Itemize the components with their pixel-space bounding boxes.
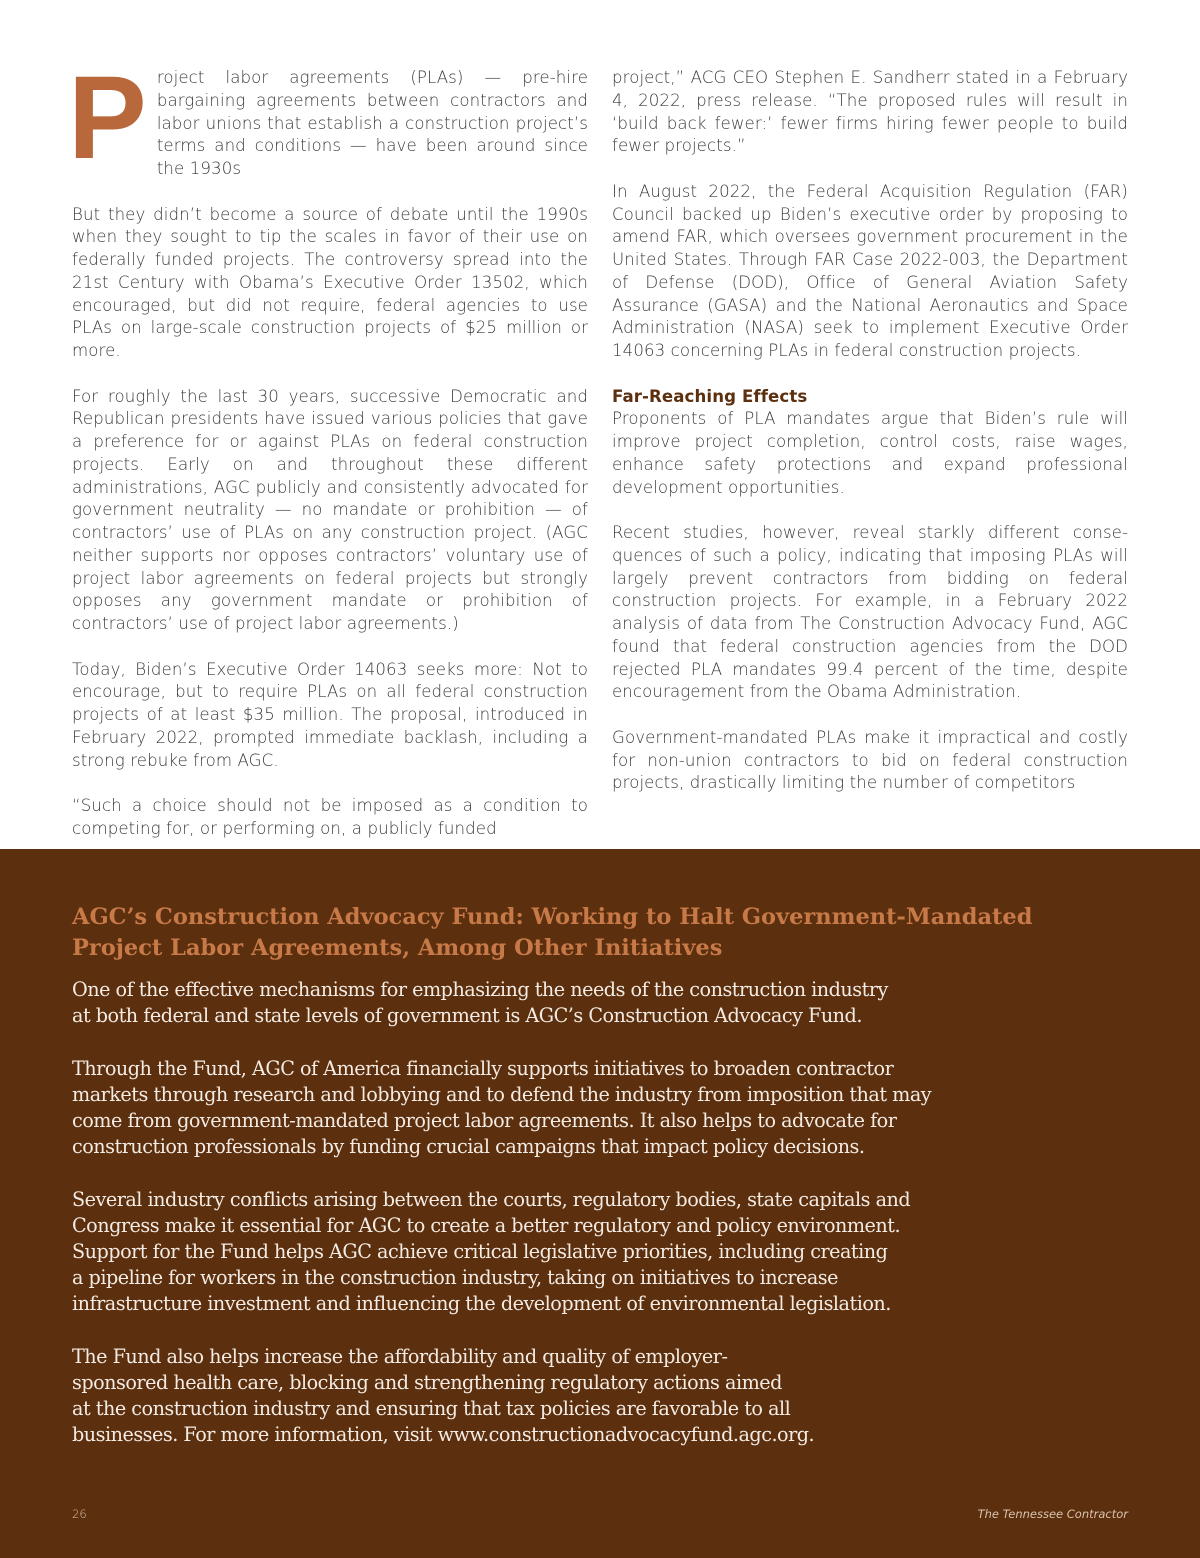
- article-paragraph: For roughly the last 30 years, successive Democratic and Republican presidents have issued various policies that gave a preference for or against PLAs on federal construction projects. Early on and throughout these different administrations, AGC publicly and consistently advocated for government neutrality — no mandate or prohibition — of contractors’ use of PLAs on any construction project. (AGC neither supports nor opposes contractors’ voluntary use of project labor agreements on federal projects but strongly opposes any government mandate or prohibition of contractors’ use of project labor agreements.): [72, 386, 588, 633]
- sidebar-title: AGC’s Construction Advocacy Fund: Working to Halt Government-Mandated Project Labor Agreements, Among Other Initiatives: [72, 904, 1033, 961]
- article-paragraph: Government-mandated PLAs make it impractical and costly for non-union contractors to bid on federal construction projects, drastically limiting the number of competitors: [612, 727, 1128, 793]
- article-paragraph: “Such a choice should not be imposed as a condition to competing for, or performing on, a publicly funded: [72, 796, 588, 838]
- article-left-column: [68, 52, 588, 841]
- drop-cap: P: [68, 52, 147, 184]
- article-paragraph: Recent studies, however, reveal starkly different consequences of such a policy, indicating that imposing PLAs will largely prevent contractors from bidding on federal construction projects. For example, in a February 2022 analysis of data from The Construction Advocacy Fund, AGC found that federal construction agencies from the DOD rejected PLA mandates 99.4 percent of the time, despite encouragement from the Obama Administration.: [612, 523, 1128, 702]
- publication-name: The Tennessee Contractor: [977, 1507, 1128, 1521]
- sidebar-paragraph: The Fund also helps increase the affordability and quality of employer- sponsored health care, blocking and strengthening regulatory actions aimed at the construction industry and ensuring that tax policies are favorable to all businesses. For more information, visit www.constructionadvocacyfund.agc.org.: [72, 1344, 1072, 1449]
- section-subheading: Far-Reaching Effects: [612, 386, 808, 406]
- article-paragraph: Proponents of PLA mandates argue that Biden’s rule will improve project completion, control costs, raise wages, enhance safety protections and expand professional development opportunities.: [612, 409, 1128, 497]
- article-paragraph: Today, Biden’s Executive Order 14063 seeks more: Not to encourage, but to require PLAs on all federal construction projects of at least $35 million. The proposal, introduced in February 2022, prompted immediate backlash, including a strong rebuke from AGC.: [72, 659, 588, 770]
- article-paragraph: project,” ACG CEO Stephen E. Sandherr stated in a February 4, 2022, press release. “The proposed rules will result in ‘build back fewer:’ fewer firms hiring fewer people to build fewer projects.”: [612, 68, 1128, 156]
- sidebar-body: [72, 977, 1072, 1475]
- sidebar-link-line[interactable]: businesses. For more information, visit www.constructionadvocacyfund.agc.org.: [72, 1423, 815, 1447]
- sidebar-paragraph: Through the Fund, AGC of America financially supports initiatives to broaden contractor markets through research and lobbying and to defend the industry from imposition that may come from government-mandated project labor agreements. It also helps to advocate for construction professionals by funding crucial campaigns that impact policy decisions.: [72, 1056, 932, 1159]
- article-right-column: [612, 67, 1128, 795]
- page-number: 26: [72, 1507, 87, 1521]
- article-paragraph: In August 2022, the Federal Acquisition Regulation (FAR) Council backed up Biden’s executive order by proposing to amend FAR, which oversees government procurement in the United States. Through FAR Case 2022-003, the Department of Defense (DOD), Office of General Aviation Safety Assurance (GASA) and the National Aeronautics and Space Administration (NASA) seek to implement Executive Order 14063 concerning PLAs in federal construction projects.: [612, 181, 1128, 360]
- article-paragraph: Project labor agreements (PLAs) — pre-hire bargaining agreements between contractors and labor unions that establish a construction project’s terms and conditions — have been around since the 1930s: [68, 52, 588, 184]
- sidebar-paragraph: Several industry conflicts arising between the courts, regulatory bodies, state capitals and Congress make it essential for AGC to create a better regulatory and policy environment. Support for the Fund helps AGC achieve critical legislative priorities, including creating a pipeline for workers in the construction industry, taking on initiatives to increase infrastructure investment and influencing the development of environmental legislation.: [72, 1187, 911, 1316]
- sidebar-paragraph: One of the effective mechanisms for emphasizing the needs of the construction industry at both federal and state levels of government is AGC’s Construction Advocacy Fund.: [72, 978, 888, 1028]
- article-paragraph: But they didn’t become a source of debate until the 1990s when they sought to tip the scales in favor of their use on federally funded projects. The controversy spread into the 21st Century with Obama’s Executive Order 13502, which encouraged, but did not require, federal agencies to use PLAs on large-scale construction projects of $25 million or more.: [72, 204, 588, 360]
